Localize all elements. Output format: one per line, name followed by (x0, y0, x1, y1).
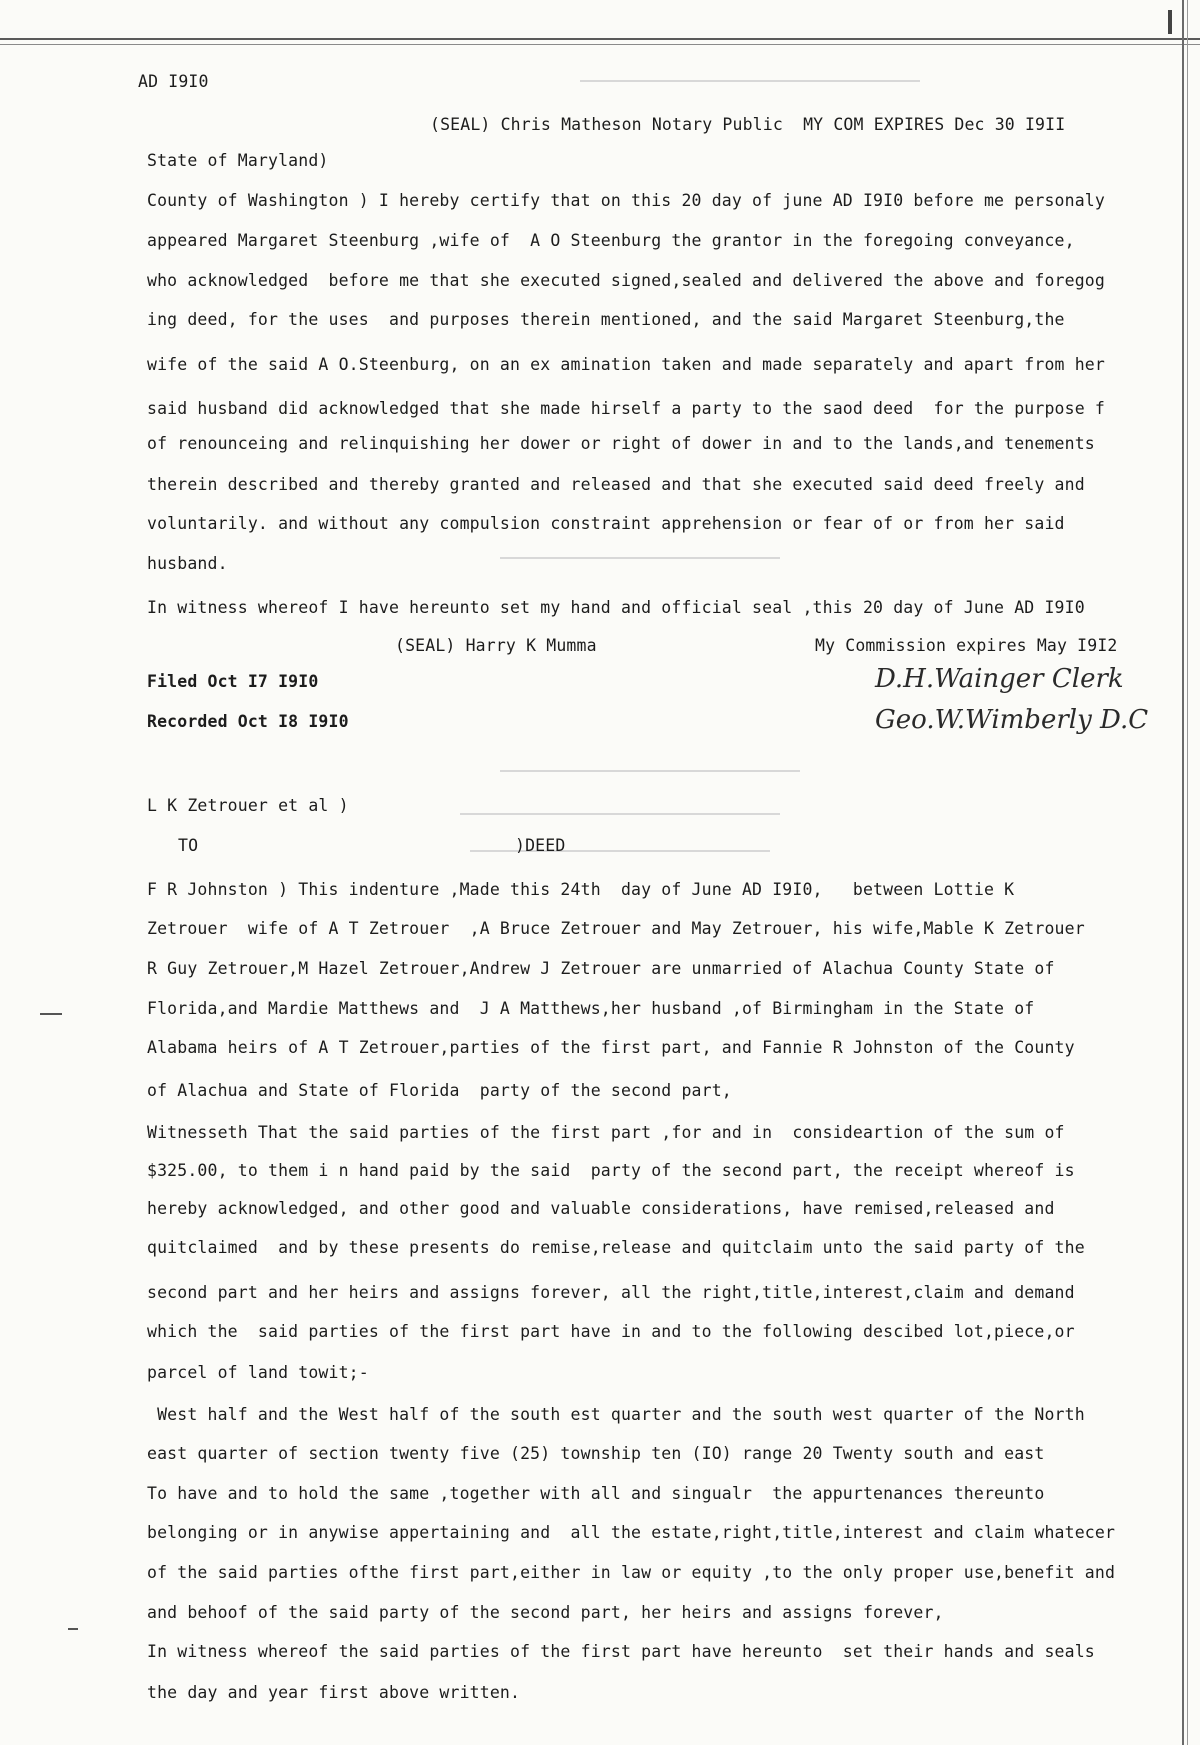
deed-line: of Alachua and State of Florida party of the second part, (147, 1081, 732, 1100)
deed-line: Florida,and Mardie Matthews and J A Matthews,her husband ,of Birmingham in the State of (147, 999, 1035, 1018)
deed-label: )DEED (515, 836, 566, 855)
top-rule-secondary (0, 44, 1200, 45)
ack-line: husband. (147, 554, 228, 573)
ack-line: State of Maryland) (147, 151, 329, 170)
notary-seal-line: (SEAL) Chris Matheson Notary Public MY COM EXPIRES Dec 30 I9II (430, 115, 1066, 134)
ack-line: said husband did acknowledged that she made hirself a party to the saod deed for the purpose f (147, 399, 1105, 418)
right-margin-rule (1182, 0, 1184, 1745)
deed-line: second part and her heirs and assigns forever, all the right,title,interest,claim and demand (147, 1283, 1075, 1302)
margin-tick (40, 1013, 62, 1015)
land-line: and behoof of the said party of the second part, her heirs and assigns forever, (147, 1603, 944, 1622)
deed-to: TO (178, 836, 199, 855)
deed-line: Alabama heirs of A T Zetrouer,parties of the first part, and Fannie R Johnston of the County (147, 1038, 1075, 1057)
ack-line: ing deed, for the uses and purposes therein mentioned, and the said Margaret Steenburg,the (147, 310, 1065, 329)
deputy-clerk-signature: Geo.W.Wimberly D.C (875, 705, 1149, 735)
ack-line: therein described and thereby granted and released and that she executed said deed freely and (147, 475, 1085, 494)
land-line: belonging or in anywise appertaining and all the estate,right,title,interest and claim whatecer (147, 1523, 1116, 1542)
deed-grantor: L K Zetrouer et al ) (147, 796, 349, 815)
land-line: To have and to hold the same ,together with all and singualr the appurtenances thereunto (147, 1484, 1045, 1503)
deed-line: parcel of land towit;- (147, 1363, 369, 1382)
land-line: the day and year first above written. (147, 1683, 521, 1702)
ack-line: appeared Margaret Steenburg ,wife of A O Steenburg the grantor in the foregoing conveyance, (147, 231, 1075, 250)
filed-line: Filed Oct I7 I9I0 (147, 672, 319, 691)
deed-line: $325.00, to them i n hand paid by the said party of the second part, the receipt whereof is (147, 1161, 1075, 1180)
ack-line: voluntarily. and without any compulsion constraint apprehension or fear of or from her said (147, 514, 1065, 533)
land-line: West half and the West half of the south est quarter and the south west quarter of the North (147, 1405, 1085, 1424)
deed-line: quitclaimed and by these presents do remise,release and quitclaim unto the said party of the (147, 1238, 1085, 1257)
deed-line: hereby acknowledged, and other good and valuable considerations, have remised,released and (147, 1199, 1055, 1218)
ack-line: who acknowledged before me that she executed signed,sealed and delivered the above and foregog (147, 271, 1105, 290)
notary-commission: My Commission expires May I9I2 (815, 636, 1118, 655)
land-line: east quarter of section twenty five (25) township ten (IO) range 20 Twenty south and east (147, 1444, 1045, 1463)
deed-line: which the said parties of the first part have in and to the following descibed lot,piece,or (147, 1322, 1075, 1341)
corner-mark (1168, 10, 1172, 34)
ack-line: wife of the said A O.Steenburg, on an ex amination taken and made separately and apart from her (147, 355, 1105, 374)
ack-line: County of Washington ) I hereby certify that on this 20 day of june AD I9I0 before me personaly (147, 191, 1105, 210)
deed-line: R Guy Zetrouer,M Hazel Zetrouer,Andrew J Zetrouer are unmarried of Alachua County State of (147, 959, 1055, 978)
bleed-through-mark (580, 80, 920, 82)
top-rule (0, 38, 1200, 40)
witness-line: In witness whereof I have hereunto set my hand and official seal ,this 20 day of June AD I9I0 (147, 598, 1085, 617)
deed-line: Witnesseth That the said parties of the first part ,for and in consideartion of the sum of (147, 1123, 1065, 1142)
notary-seal-harry: (SEAL) Harry K Mumma (395, 636, 597, 655)
right-margin-rule-secondary (1187, 0, 1188, 1745)
deed-line: F R Johnston ) This indenture ,Made this 24th day of June AD I9I0, between Lottie K (147, 880, 1015, 899)
land-line: of the said parties ofthe first part,either in law or equity ,to the only proper use,benefit and (147, 1563, 1116, 1582)
deed-line: Zetrouer wife of A T Zetrouer ,A Bruce Zetrouer and May Zetrouer, his wife,Mable K Zetrouer (147, 919, 1085, 938)
land-line: In witness whereof the said parties of the first part have hereunto set their hands and seals (147, 1642, 1095, 1661)
bleed-through-mark (500, 770, 800, 772)
ack-line: of renounceing and relinquishing her dower or right of dower in and to the lands,and tenements (147, 434, 1095, 453)
margin-tick (68, 1628, 78, 1630)
clerk-signature: D.H.Wainger Clerk (875, 664, 1124, 694)
recorded-line: Recorded Oct I8 I9I0 (147, 712, 349, 731)
year-line: AD I9I0 (138, 72, 209, 91)
bleed-through-mark (460, 813, 780, 815)
bleed-through-mark (500, 557, 780, 559)
